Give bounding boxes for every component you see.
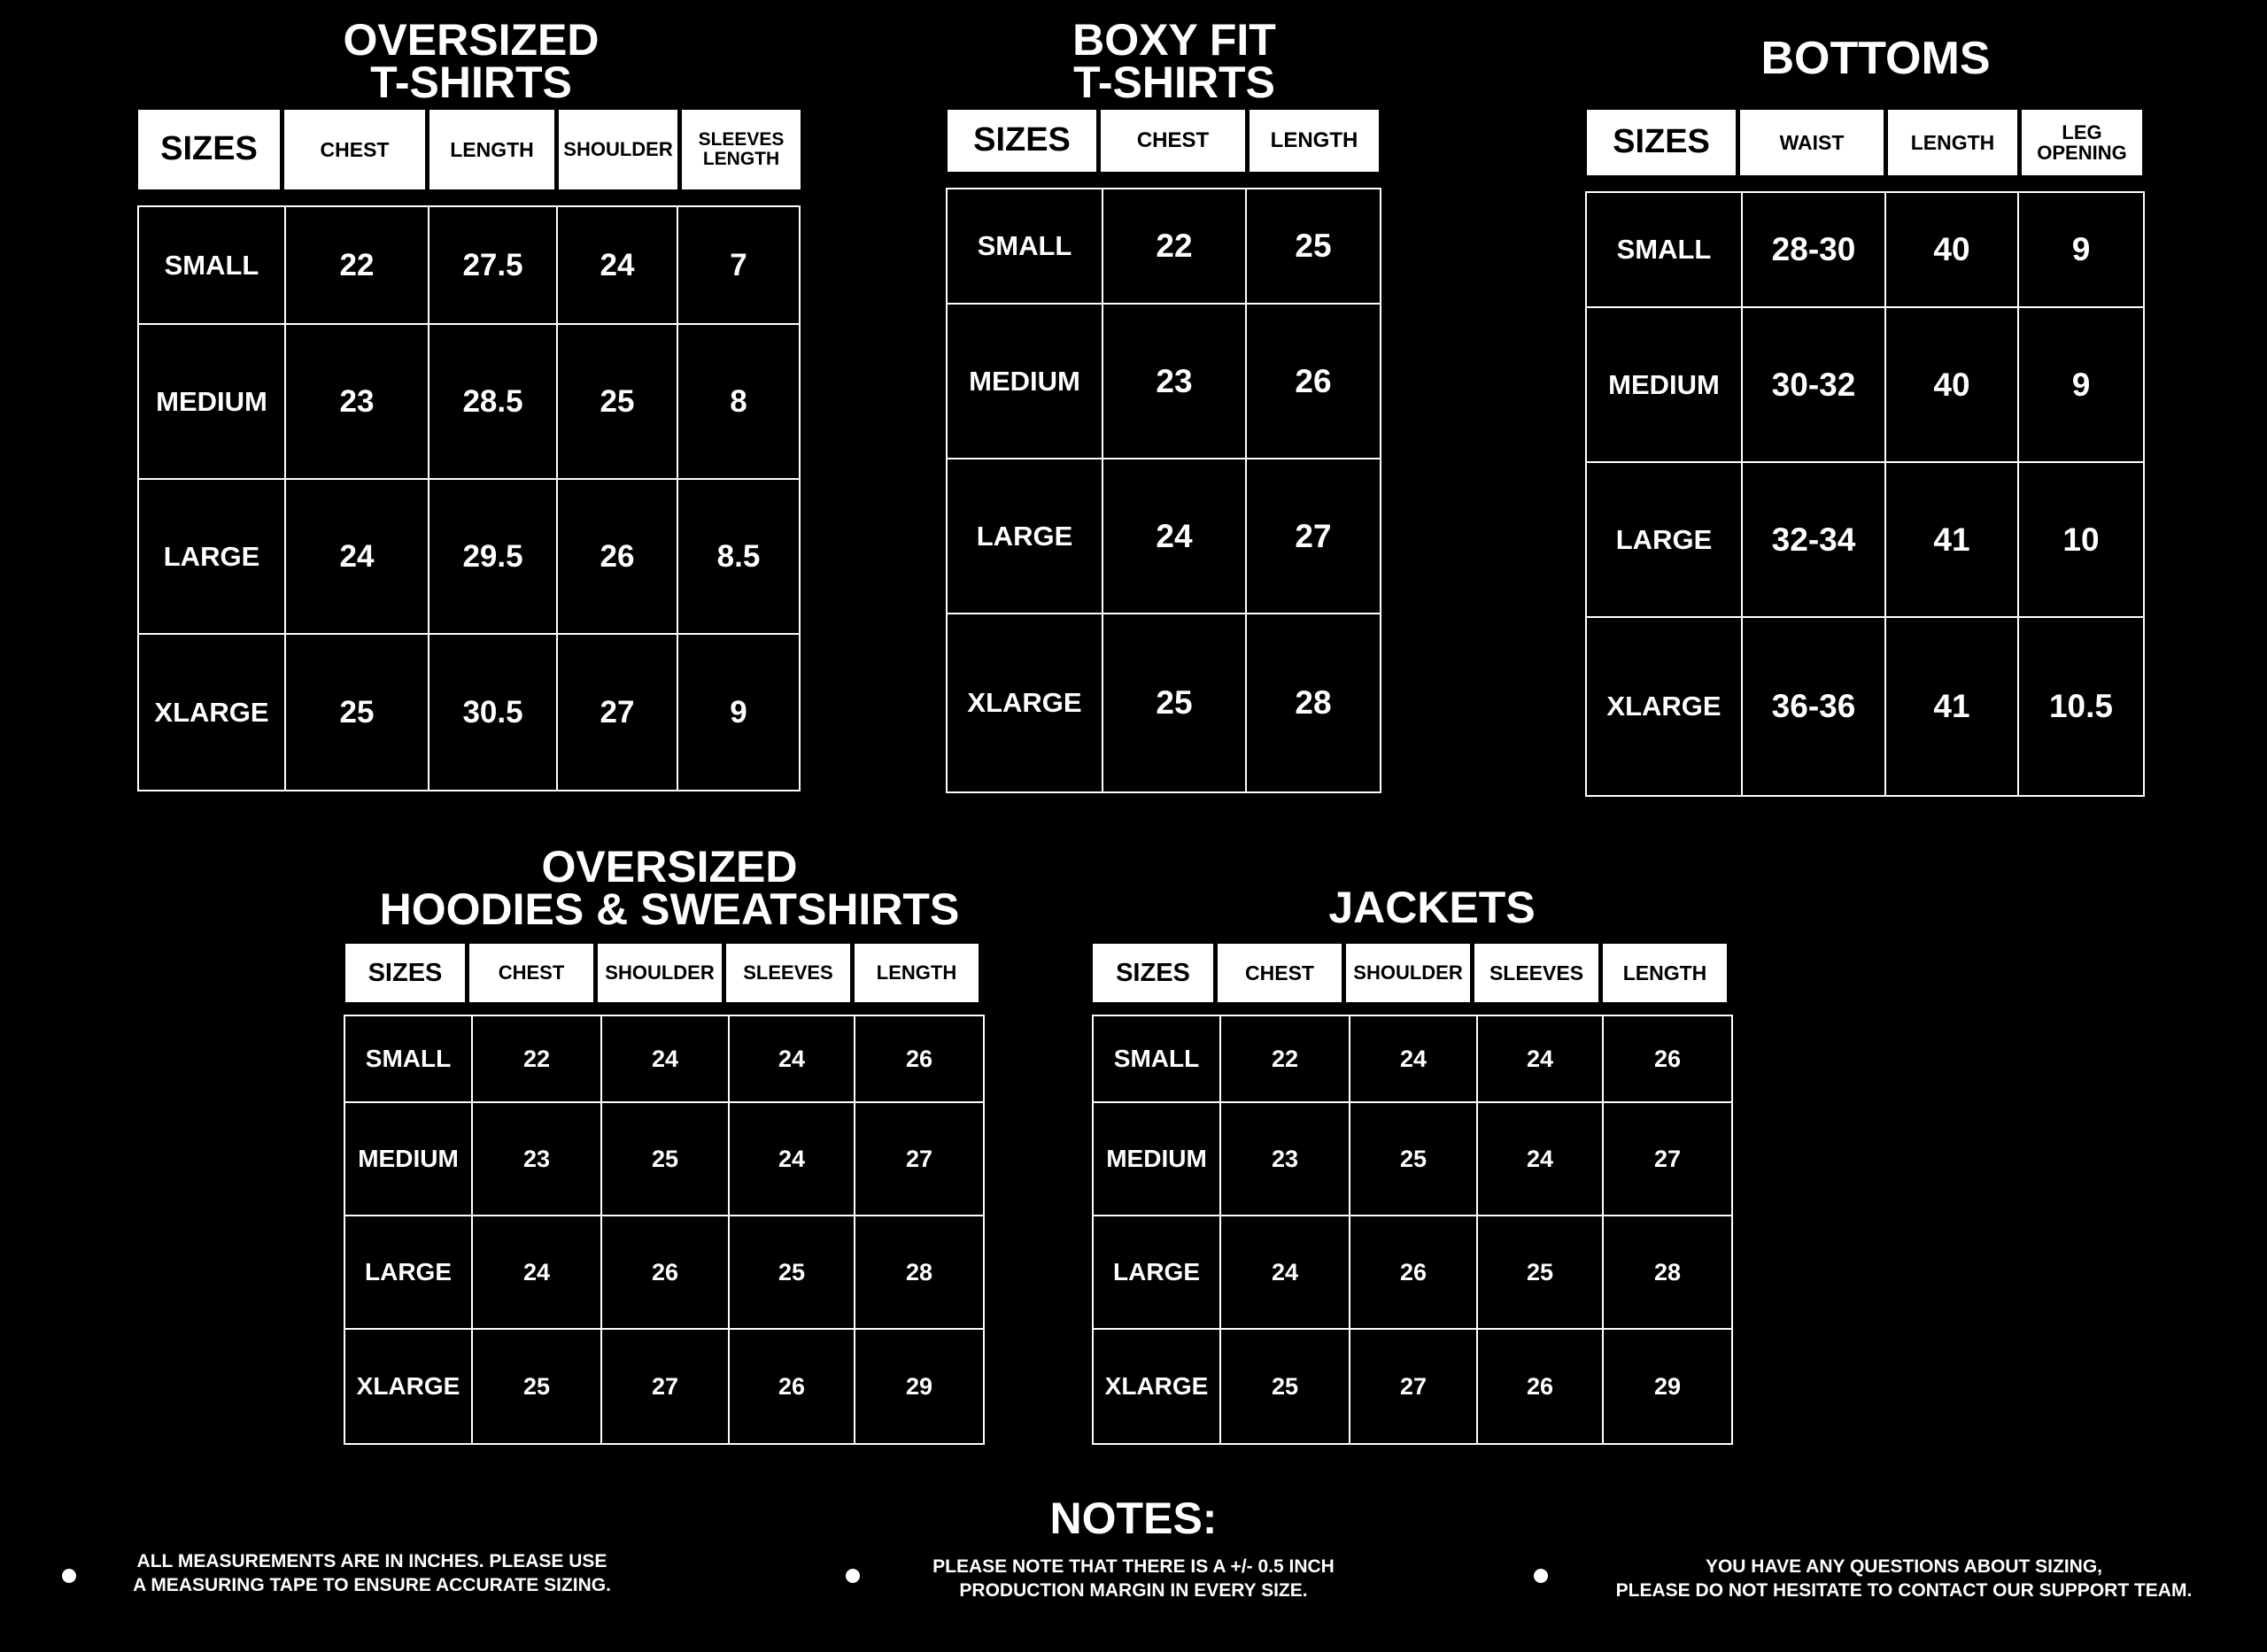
measurement-cell: 22 [473,1016,602,1103]
boxy-fit-tshirts-title-line: T-SHIRTS [1073,57,1275,107]
measurement-cell: 26 [602,1216,730,1330]
measurement-cell: 25 [1350,1103,1478,1216]
measurement-cell: 8 [678,325,799,480]
measurement-cell: 24 [1478,1103,1604,1216]
measurement-cell: 25 [473,1330,602,1443]
column-header: CHEST [469,944,593,1002]
measurement-cell: 41 [1886,463,2019,618]
jackets-table [1092,1015,1733,1445]
column-header: CHEST [1101,110,1245,172]
measurement-cell: 27 [558,635,678,790]
measurement-cell: 25 [1247,189,1380,305]
bottoms-title [1433,33,2267,84]
measurement-cell: 26 [1604,1016,1731,1103]
bullet-icon [62,1569,76,1583]
measurement-cell: 10 [2019,463,2143,618]
measurement-cell: 25 [1478,1216,1604,1330]
measurement-cell: 41 [1886,618,2019,795]
measurement-cell: 26 [1478,1330,1604,1443]
measurement-cell: 23 [1103,305,1247,459]
oversized-tshirts-title-line: T-SHIRTS [370,57,572,107]
jackets-title-line: JACKETS [1328,883,1536,932]
measurement-cell: 22 [286,207,429,325]
measurement-cell: 26 [1247,305,1380,459]
size-label-cell: XLARGE [1587,618,1743,795]
measurement-cell: 7 [678,207,799,325]
column-header: LENGTH [855,944,979,1002]
boxy-fit-tshirts-table [946,188,1381,793]
measurement-cell: 24 [1350,1016,1478,1103]
size-label-cell: SMALL [948,189,1103,305]
measurement-cell: 28 [1295,684,1332,721]
measurement-cell: 29.5 [429,480,558,635]
measurement-cell: 22 [1103,189,1247,305]
boxy-fit-tshirts-header-row [948,110,1379,172]
measurement-cell: 23 [286,325,429,480]
measurement-cell: 25 [730,1216,855,1330]
measurement-cell: 27 [1604,1103,1731,1216]
measurement-cell: 9 [730,694,747,730]
measurement-cell: 30-32 [1743,308,1886,463]
column-header: LENGTH [1888,110,2017,175]
measurement-cell: 28-30 [1743,193,1886,308]
column-header: SIZES [138,110,280,189]
measurement-cell: 24 [1478,1016,1604,1103]
measurement-cell: 25 [286,635,429,790]
size-label-cell: XLARGE [1094,1330,1221,1443]
column-header: CHEST [1218,944,1342,1002]
bullet-icon [846,1569,860,1583]
column-header: LENGTH [429,110,554,189]
size-label-cell: MEDIUM [948,305,1103,459]
measurement-cell: 24 [602,1016,730,1103]
measurement-cell: 24 [473,1216,602,1330]
column-header: SIZES [1093,944,1213,1002]
note-measurements: ALL MEASUREMENTS ARE IN INCHES. PLEASE USE A MEASURING TAPE TO ENSURE ACCURATE SIZING. [133,1551,611,1596]
measurement-cell: 28 [1604,1216,1731,1330]
size-label-cell: LARGE [948,459,1103,614]
bottoms-table [1585,191,2145,797]
measurement-cell: 25 [602,1103,730,1216]
bottoms-title-line: BOTTOMS [1760,33,1991,84]
measurement-cell: 23 [1221,1103,1350,1216]
size-label-cell: XLARGE [139,635,286,790]
boxy-fit-tshirts-title-line: BOXY FIT [1072,15,1276,65]
size-label-cell: MEDIUM [345,1103,473,1216]
column-header: LENGTH [1250,110,1379,172]
measurement-cell: 29 [905,1372,933,1400]
measurement-cell: 30.5 [429,635,558,790]
note-support: YOU HAVE ANY QUESTIONS ABOUT SIZING, PLEASE DO NOT HESITATE TO CONTACT OUR SUPPORT TEAM. [1615,1556,2193,1602]
size-label-cell: SMALL [345,1016,473,1103]
measurement-cell: 36-36 [1743,618,1886,795]
measurement-cell: 26 [1350,1216,1478,1330]
measurement-cell: 25 [1221,1330,1350,1443]
column-header: SHOULDER [1346,944,1470,1002]
oversized-tshirts-table [137,205,801,791]
oversized-hoodies-title [227,842,1112,934]
size-label-cell: MEDIUM [1094,1103,1221,1216]
size-label-cell: SMALL [139,207,286,325]
size-label-cell: SMALL [1587,193,1743,308]
measurement-cell: 22 [1221,1016,1350,1103]
measurement-cell: 28 [855,1216,983,1330]
oversized-hoodies-table [344,1015,985,1445]
measurement-cell: 26 [730,1330,855,1443]
notes-title: NOTES: [1049,1494,1218,1543]
oversized-tshirts-header-row [138,110,801,189]
column-header: SLEEVES LENGTH [682,110,801,189]
oversized-hoodies-title-line: OVERSIZED [541,842,798,892]
oversized-hoodies-title-line: HOODIES & SWEATSHIRTS [379,884,960,934]
measurement-cell: 28.5 [429,325,558,480]
column-header: LEG OPENING [2022,110,2142,175]
measurement-cell: 40 [1886,193,2019,308]
size-label-cell: LARGE [1094,1216,1221,1330]
column-header: SIZES [1587,110,1736,175]
bullet-icon [1534,1569,1548,1583]
oversized-hoodies-header-row [345,944,979,1002]
size-label-cell: SMALL [1094,1016,1221,1103]
measurement-cell: 27 [1247,459,1380,614]
column-header: SHOULDER [559,110,677,189]
oversized-tshirts-title-line: OVERSIZED [343,15,600,65]
bottoms-header-row [1587,110,2142,175]
measurement-cell: 24 [730,1016,855,1103]
measurement-cell: 23 [473,1103,602,1216]
measurement-cell: 40 [1886,308,2019,463]
measurement-cell: 27.5 [429,207,558,325]
column-header: SLEEVES [1474,944,1598,1002]
measurement-cell: 10.5 [2048,688,2113,724]
jackets-header-row [1093,944,1727,1002]
measurement-cell: 9 [2019,308,2143,463]
jackets-title [989,883,1875,932]
measurement-cell: 26 [855,1016,983,1103]
column-header: SIZES [345,944,465,1002]
measurement-cell: 8.5 [678,480,799,635]
measurement-cell: 29 [1653,1372,1682,1400]
size-label-cell: MEDIUM [1587,308,1743,463]
size-label-cell: LARGE [139,480,286,635]
size-label-cell: LARGE [1587,463,1743,618]
measurement-cell: 24 [286,480,429,635]
column-header: WAIST [1740,110,1884,175]
measurement-cell: 26 [558,480,678,635]
measurement-cell: 24 [1103,459,1247,614]
measurement-cell: 32-34 [1743,463,1886,618]
measurement-cell: 24 [558,207,678,325]
measurement-cell: 25 [1103,614,1247,791]
note-production-margin: PLEASE NOTE THAT THERE IS A +/- 0.5 INCH PRODUCTION MARGIN IN EVERY SIZE. [932,1556,1335,1602]
measurement-cell: 24 [1221,1216,1350,1330]
column-header: SHOULDER [598,944,722,1002]
column-header: SLEEVES [726,944,850,1002]
size-label-cell: XLARGE [948,614,1103,791]
size-label-cell: MEDIUM [139,325,286,480]
size-label-cell: LARGE [345,1216,473,1330]
measurement-cell: 27 [855,1103,983,1216]
column-header: LENGTH [1603,944,1727,1002]
column-header: CHEST [284,110,425,189]
measurement-cell: 25 [558,325,678,480]
measurement-cell: 27 [1350,1330,1478,1443]
measurement-cell: 27 [602,1330,730,1443]
measurement-cell: 9 [2019,193,2143,308]
measurement-cell: 24 [730,1103,855,1216]
size-label-cell: XLARGE [345,1330,473,1443]
column-header: SIZES [948,110,1096,172]
